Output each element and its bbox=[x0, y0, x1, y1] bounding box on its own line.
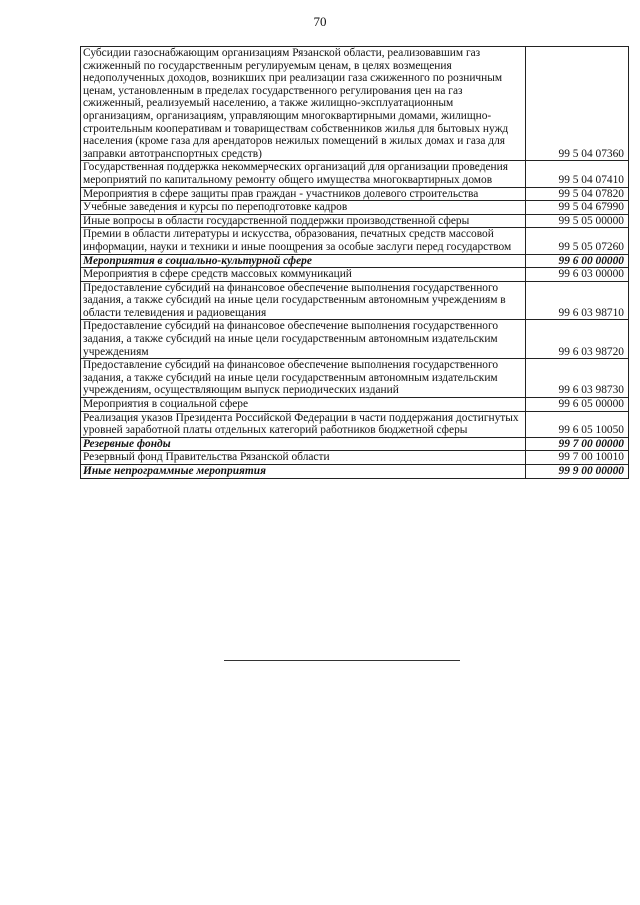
row-name-cell: Иные непрограммные мероприятия bbox=[81, 465, 526, 479]
row-code-cell: 99 6 03 00000 bbox=[526, 268, 629, 282]
row-code-cell: 99 6 03 98710 bbox=[526, 281, 629, 320]
row-name-cell: Мероприятия в сфере защиты прав граждан - участников долевого строительства bbox=[81, 187, 526, 201]
row-name-cell: Иные вопросы в области государственной поддержки производственной сферы bbox=[81, 214, 526, 228]
table-row bbox=[81, 268, 629, 282]
row-code-cell: 99 7 00 00000 bbox=[526, 437, 629, 451]
row-code-cell: 99 5 04 07820 bbox=[526, 187, 629, 201]
table-row bbox=[81, 437, 629, 451]
page-number: 70 bbox=[313, 14, 327, 29]
table-row bbox=[81, 411, 629, 437]
row-code-cell: 99 6 03 98730 bbox=[526, 359, 629, 398]
row-code-cell: 99 6 05 10050 bbox=[526, 411, 629, 437]
row-code-cell: 99 5 05 07260 bbox=[526, 228, 629, 254]
row-name-cell: Предоставление субсидий на финансовое обеспечение выполнения государственного задания, а также субсидий на иные цели государственным автономным издательским учреждениям, осуществляющим выпуск периодических изданий bbox=[81, 359, 526, 398]
table-row bbox=[81, 47, 629, 161]
row-name-cell: Учебные заведения и курсы по переподготовке кадров bbox=[81, 201, 526, 215]
row-name-cell: Реализация указов Президента Российской Федерации в части поддержания достигнутых уровней заработной платы отдельных категорий работников бюджетной сферы bbox=[81, 411, 526, 437]
row-code-cell: 99 6 03 98720 bbox=[526, 320, 629, 359]
row-code-cell: 99 6 05 00000 bbox=[526, 398, 629, 412]
table-row bbox=[81, 161, 629, 187]
budget-classification-table bbox=[80, 46, 629, 479]
row-code-cell: 99 9 00 00000 bbox=[526, 465, 629, 479]
table-row bbox=[81, 201, 629, 215]
table-row bbox=[81, 214, 629, 228]
table-row bbox=[81, 228, 629, 254]
row-code-cell: 99 5 04 07360 bbox=[526, 47, 629, 161]
table-row bbox=[81, 281, 629, 320]
table-row bbox=[81, 320, 629, 359]
row-code-cell: 99 7 00 10010 bbox=[526, 451, 629, 465]
row-name-cell: Предоставление субсидий на финансовое обеспечение выполнения государственного задания, а также субсидий на иные цели государственным автономным издательским учреждениям bbox=[81, 320, 526, 359]
table-row bbox=[81, 359, 629, 398]
row-code-cell: 99 5 04 67990 bbox=[526, 201, 629, 215]
row-name-cell: Резервные фонды bbox=[81, 437, 526, 451]
row-name-cell: Предоставление субсидий на финансовое обеспечение выполнения государственного задания, а также субсидий на иные цели государственным автономным учреждениям в области телевидения и радиовещания bbox=[81, 281, 526, 320]
table-row bbox=[81, 398, 629, 412]
row-name-cell: Резервный фонд Правительства Рязанской области bbox=[81, 451, 526, 465]
row-name-cell: Мероприятия в социальной сфере bbox=[81, 398, 526, 412]
row-name-cell: Мероприятия в социально-культурной сфере bbox=[81, 254, 526, 268]
row-name-cell: Субсидии газоснабжающим организациям Рязанской области, реализовавшим газ сжиженный по государственным регулируемым ценам, в целях возмещения недополученных доходов, возникших при реализации газа сжиженного по розничным ценам, установленным в пределах государственного регулирования цен на газ сжиженный, реализуемый населению, а также жилищно-эксплуатационным организациям, организациям, управляющим многоквартирными домами, жилищно-строительным кооперативам и товариществам собственников жилья для бытовых нужд населения (кроме газа для арендаторов нежилых помещений в жилых домах и газа для заправки автотранспортных средств) bbox=[81, 47, 526, 161]
row-name-cell: Премии в области литературы и искусства, образования, печатных средств массовой информации, науки и техники и иные поощрения за особые заслуги перед государством bbox=[81, 228, 526, 254]
table-row bbox=[81, 451, 629, 465]
row-code-cell: 99 6 00 00000 bbox=[526, 254, 629, 268]
row-name-cell: Мероприятия в сфере средств массовых коммуникаций bbox=[81, 268, 526, 282]
end-of-table-rule bbox=[224, 660, 460, 661]
row-code-cell: 99 5 04 07410 bbox=[526, 161, 629, 187]
table-row bbox=[81, 187, 629, 201]
table-row bbox=[81, 465, 629, 479]
table-row bbox=[81, 254, 629, 268]
table-body bbox=[81, 47, 629, 479]
row-code-cell: 99 5 05 00000 bbox=[526, 214, 629, 228]
row-name-cell: Государственная поддержка некоммерческих организаций для организации проведения мероприятий по капитальному ремонту общего имущества многоквартирных домов bbox=[81, 161, 526, 187]
